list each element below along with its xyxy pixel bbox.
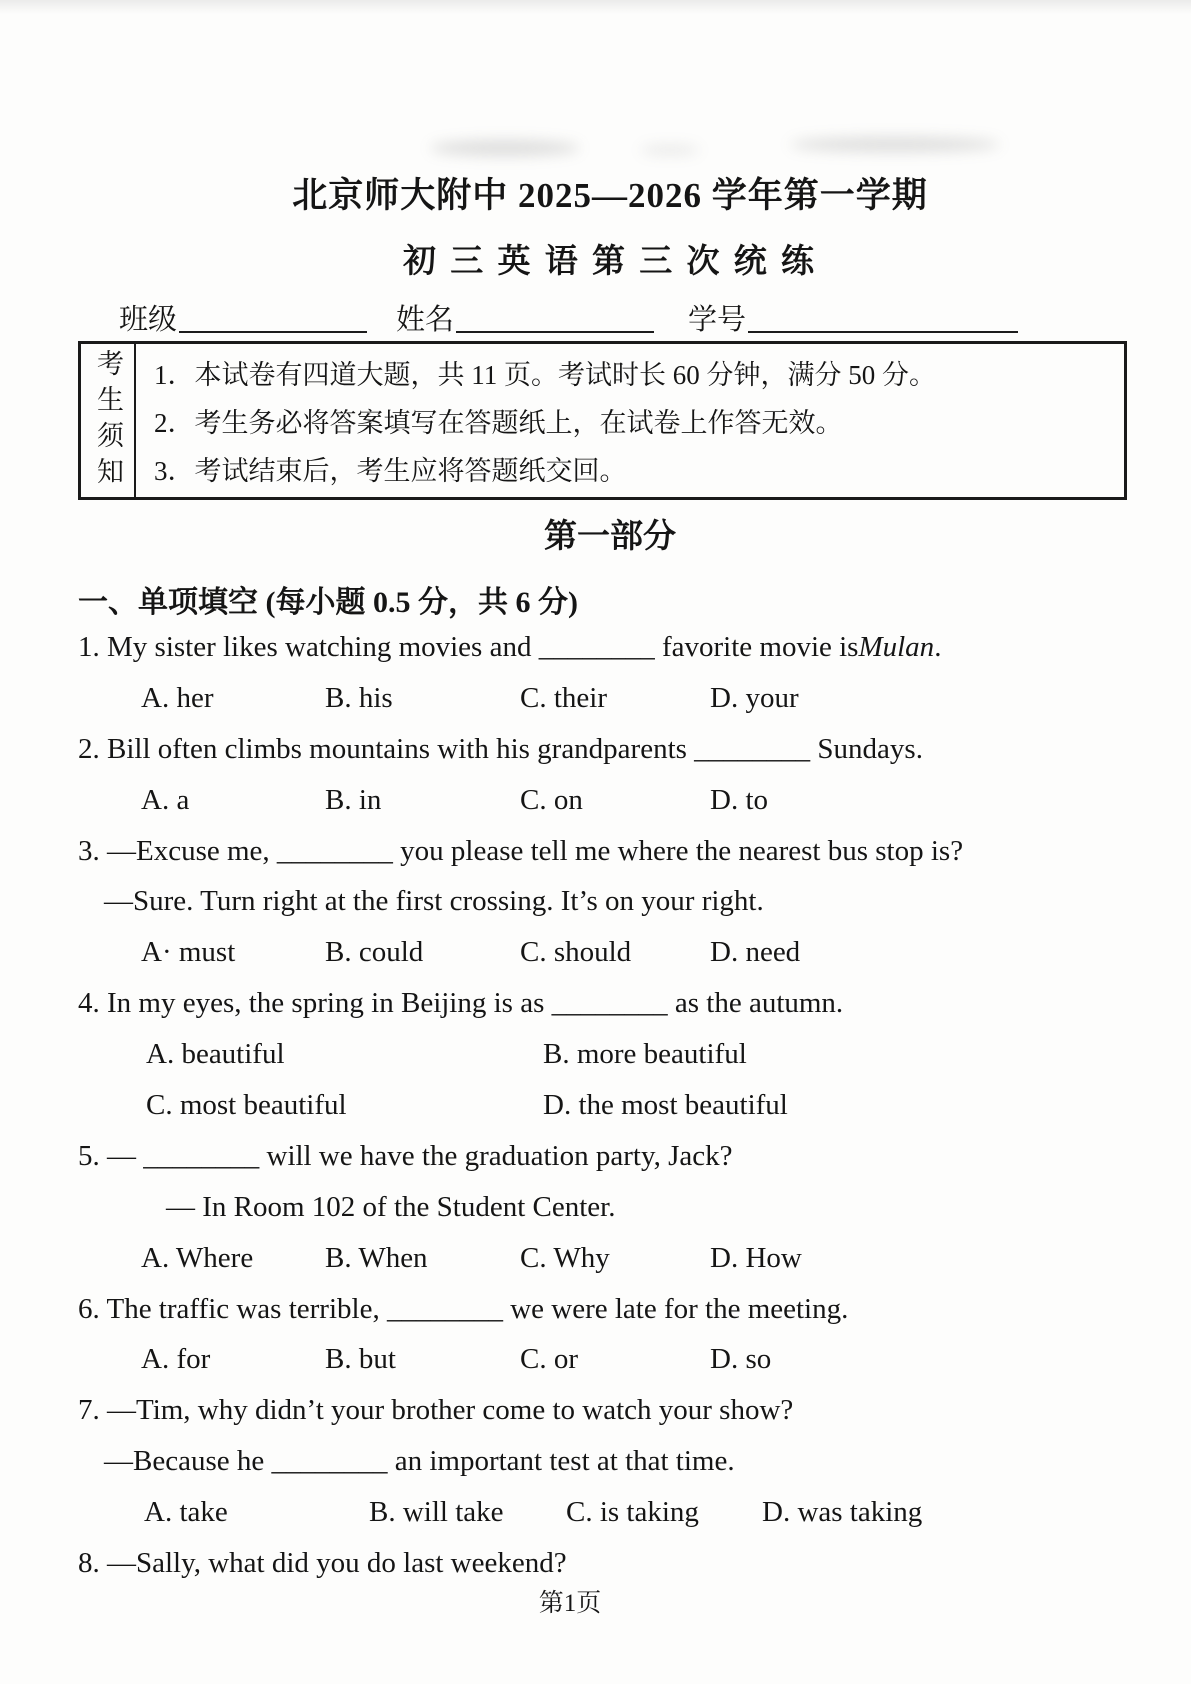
- student-id-field: [688, 297, 1018, 338]
- question-6-option-B: B. but: [325, 1343, 396, 1376]
- question-3-option-B: B. could: [325, 936, 424, 969]
- question-6-stem-line: [78, 1284, 1143, 1335]
- stem-text: — In Room 102 of the Student Center.: [166, 1190, 616, 1223]
- question-list: [78, 622, 1143, 1589]
- stem-text: 5. — ________ will we have the graduation party, Jack?: [78, 1139, 733, 1172]
- question-1-option-C: C. their: [520, 681, 607, 714]
- question-8-stem-line: [78, 1538, 1143, 1589]
- scan-smudge: [790, 137, 1000, 152]
- question-3-option-C: C. should: [520, 936, 632, 969]
- question-2-option-row: [78, 775, 1143, 826]
- question-4-option-B: B. more beautiful: [543, 1038, 747, 1071]
- question-4-option-B: D. the most beautiful: [543, 1088, 788, 1121]
- question-4-stem-line: [78, 978, 1143, 1029]
- stem-text: 7. —Tim, why didn’t your brother come to watch your show?: [78, 1394, 794, 1427]
- part-title: 第一部分: [544, 519, 676, 555]
- stem-text: —Sure. Turn right at the first crossing. It’s on your right.: [104, 885, 764, 918]
- name-blank-line: [456, 303, 654, 333]
- question-2-option-C: C. on: [520, 783, 583, 816]
- question-4-option-row: [78, 1029, 1143, 1080]
- examinee-notice-box: [78, 341, 1127, 500]
- notice-item-3: 3．考试结束后，考生应将答题纸交回。: [154, 456, 627, 486]
- stem-text: .: [934, 630, 942, 663]
- question-2-option-A: A. a: [141, 783, 190, 816]
- question-2-stem-line: [78, 724, 1143, 775]
- question-7-option-A: A. take: [144, 1496, 228, 1529]
- question-2-option-D: D. to: [710, 783, 768, 816]
- exam-title: 北京师大附中 2025—2026 学年第一学期: [292, 176, 928, 215]
- question-1-option-B: B. his: [325, 681, 393, 714]
- question-7-option-row: [78, 1487, 1143, 1538]
- question-7-stem-line: [78, 1436, 1143, 1487]
- exam-subtitle: 初 三 英 语 第 三 次 统 练: [403, 244, 817, 280]
- stem-text: 6. The traffic was terrible, ________ we were late for the meeting.: [78, 1292, 849, 1325]
- scan-smudge: [640, 145, 700, 155]
- class-blank-line: [179, 303, 367, 333]
- stem-text: —Because he ________ an important test at that time.: [104, 1445, 735, 1478]
- notice-body: [136, 344, 1124, 497]
- question-6-option-A: A. for: [141, 1343, 211, 1376]
- question-6-option-D: D. so: [710, 1343, 772, 1376]
- question-2-option-B: B. in: [325, 783, 382, 816]
- page-number: 第1页: [538, 1590, 602, 1617]
- question-5-stem-line: [78, 1131, 1143, 1182]
- question-1-option-A: A. her: [141, 681, 214, 714]
- question-7-stem-line: [78, 1385, 1143, 1436]
- question-7-option-D: D. was taking: [762, 1496, 923, 1529]
- question-5-option-D: D. How: [710, 1241, 802, 1274]
- question-5-option-A: A. Where: [141, 1241, 254, 1274]
- question-6-option-row: [78, 1334, 1143, 1385]
- question-5-option-B: B. When: [325, 1241, 428, 1274]
- notice-side-label: 考生须知: [93, 348, 123, 493]
- name-field: [396, 297, 654, 338]
- stem-text: 1. My sister likes watching movies and ________ favorite movie is: [78, 630, 859, 663]
- question-3-option-A: A· must: [141, 936, 236, 969]
- question-3-option-row: [78, 927, 1143, 978]
- class-field: [119, 297, 367, 338]
- notice-side-cell: [81, 344, 136, 497]
- question-1-option-D: D. your: [710, 681, 799, 714]
- question-4-option-row: [78, 1080, 1143, 1131]
- notice-item-1: 1．本试卷有四道大题，共 11 页。考试时长 60 分钟，满分 50 分。: [154, 360, 936, 390]
- stem-text: 4. In my eyes, the spring in Beijing is as ________ as the autumn.: [78, 987, 844, 1020]
- question-5-option-row: [78, 1233, 1143, 1284]
- question-7-option-C: C. is taking: [566, 1496, 699, 1529]
- question-4-option-A: C. most beautiful: [146, 1088, 347, 1121]
- question-5-stem-line: [78, 1182, 1143, 1233]
- name-label: 姓名: [396, 304, 455, 336]
- question-3-stem-line: [78, 876, 1143, 927]
- stem-text: 2. Bill often climbs mountains with his grandparents ________ Sundays.: [78, 732, 923, 765]
- question-6-option-C: C. or: [520, 1343, 578, 1376]
- class-label: 班级: [119, 304, 178, 336]
- student-id-blank-line: [748, 303, 1018, 333]
- question-4-option-A: A. beautiful: [146, 1038, 285, 1071]
- question-1-option-row: [78, 673, 1143, 724]
- question-5-option-C: C. Why: [520, 1241, 610, 1274]
- question-3-stem-line: [78, 826, 1143, 877]
- movie-title-italic: Mulan: [858, 630, 935, 663]
- notice-item-2: 2．考生务必将答案填写在答题纸上，在试卷上作答无效。: [154, 408, 843, 438]
- student-id-label: 学号: [688, 304, 747, 336]
- question-1-stem-line: [78, 622, 1143, 673]
- section-heading: 一、单项填空 (每小题 0.5 分，共 6 分): [78, 586, 578, 619]
- stem-text: 8. —Sally, what did you do last weekend?: [78, 1546, 567, 1579]
- scan-smudge: [430, 140, 580, 156]
- question-3-option-D: D. need: [710, 936, 801, 969]
- student-info-row: [0, 297, 1191, 335]
- question-7-option-B: B. will take: [369, 1496, 504, 1529]
- stem-text: 3. —Excuse me, ________ you please tell me where the nearest bus stop is?: [78, 834, 964, 867]
